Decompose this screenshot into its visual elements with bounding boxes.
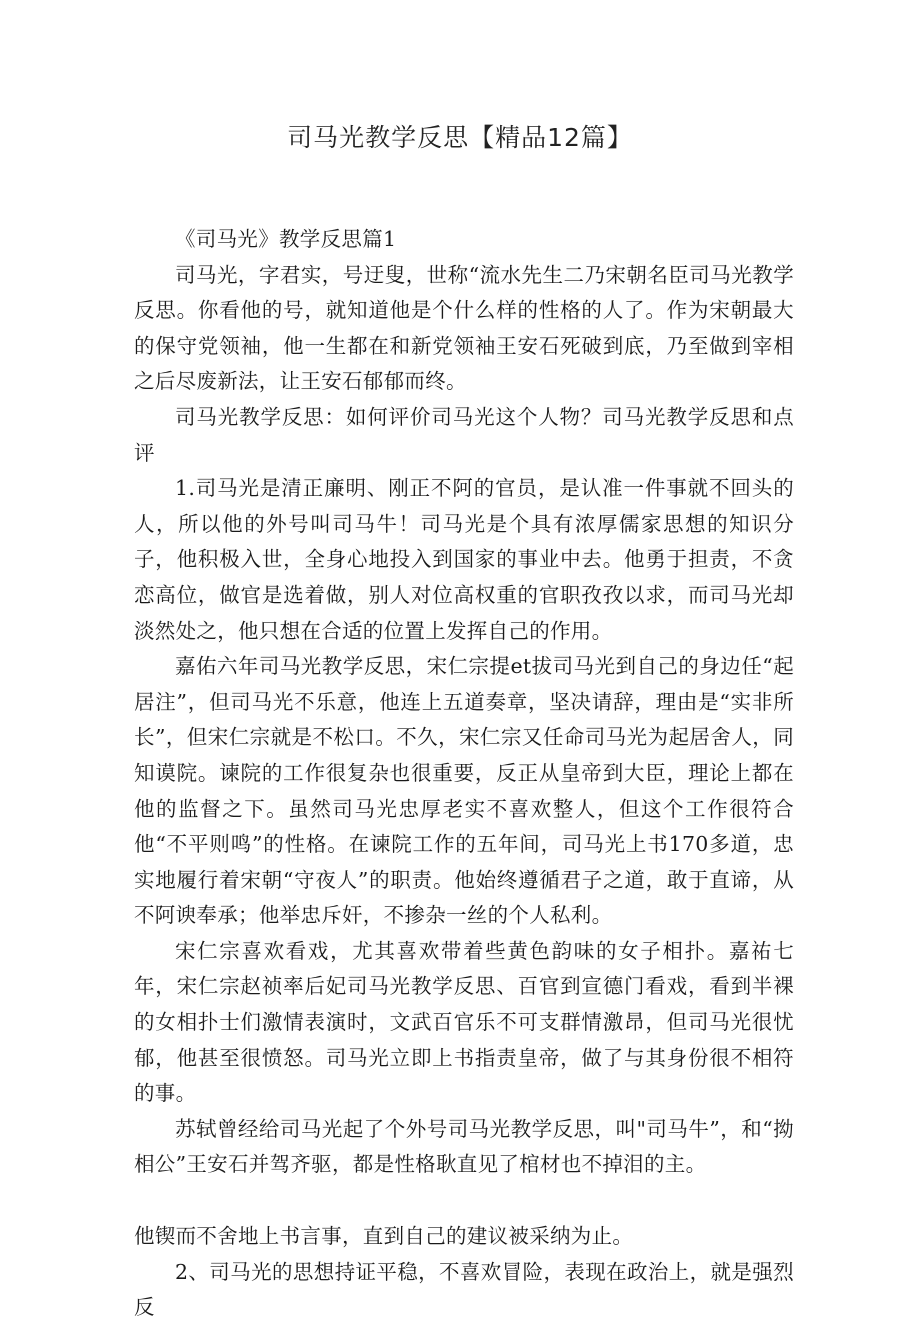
paragraph: 宋仁宗喜欢看戏，尤其喜欢带着些黄色韵味的女子相扑。嘉祐七年，宋仁宗赵祯率后妃司马光教学反思、百官到宣德门看戏，看到半裸的女相扑士们激情表演时，文武百官乐不可支群情激昂，但司马光很忧郁，他甚至很愤怒。司马光立即上书指责皇帝，做了与其身份很不相符的事。	[134, 938, 794, 1106]
paragraph: 苏轼曾经给司马光起了个外号司马光教学反思，叫"司马牛”，和“拗相公”王安石并驾齐驱，都是性格耿直见了棺材也不掉泪的主。	[134, 1116, 794, 1177]
paragraph-gap	[134, 1183, 794, 1219]
document-body	[134, 222, 794, 1326]
paragraph: 嘉佑六年司马光教学反思，宋仁宗提et拔司马光到自己的身边任“起居注”，但司马光不乐意，他连上五道奏章，坚决请辞，理由是“实非所长”，但宋仁宗就是不松口。不久，宋仁宗又任命司马光为起居舍人，同知谟院。谏院的工作很复杂也很重要，反正从皇帝到大臣，理论上都在他的监督之下。虽然司马光忠厚老实不喜欢整人，但这个工作很符合他“不平则鸣”的性格。在谏院工作的五年间，司马光上书170多道，忠实地履行着宋朝“守夜人”的职责。他始终遵循君子之道，敢于直谛，从不阿谀奉承；他举忠斥奸，不掺杂一丝的个人私利。	[134, 654, 794, 928]
paragraph: 司马光教学反思：如何评价司马光这个人物？司马光教学反思和点评	[134, 404, 794, 465]
paragraph: 司马光，字君实，号迂叟，世称“流水先生二乃宋朝名臣司马光教学反思。你看他的号，就知道他是个什么样的性格的人了。作为宋朝最大的保守党领袖，他一生都在和新党领袖王安石死破到底，乃至做到宰相之后尽废新法，让王安石郁郁而终。	[134, 262, 794, 394]
continuation-line: 他锲而不舍地上书言事，直到自己的建议被采纳为止。	[134, 1224, 634, 1249]
page-title: 司马光教学反思【精品12篇】	[287, 123, 633, 152]
section-heading: 《司马光》教学反思篇1	[175, 227, 397, 251]
paragraph: 2、司马光的思想持证平稳，不喜欢冒险，表现在政治上，就是强烈反	[134, 1259, 794, 1320]
paragraph: 1.司马光是清正廉明、刚正不阿的官员，是认准一件事就不回头的人，所以他的外号叫司马牛！司马光是个具有浓厚儒家思想的知识分子，他积极入世，全身心地投入到国家的事业中去。他勇于担责，不贪恋高位，做官是选着做，别人对位高权重的官职孜孜以求，而司马光却淡然处之，他只想在合适的位置上发挥自己的作用。	[134, 476, 794, 643]
